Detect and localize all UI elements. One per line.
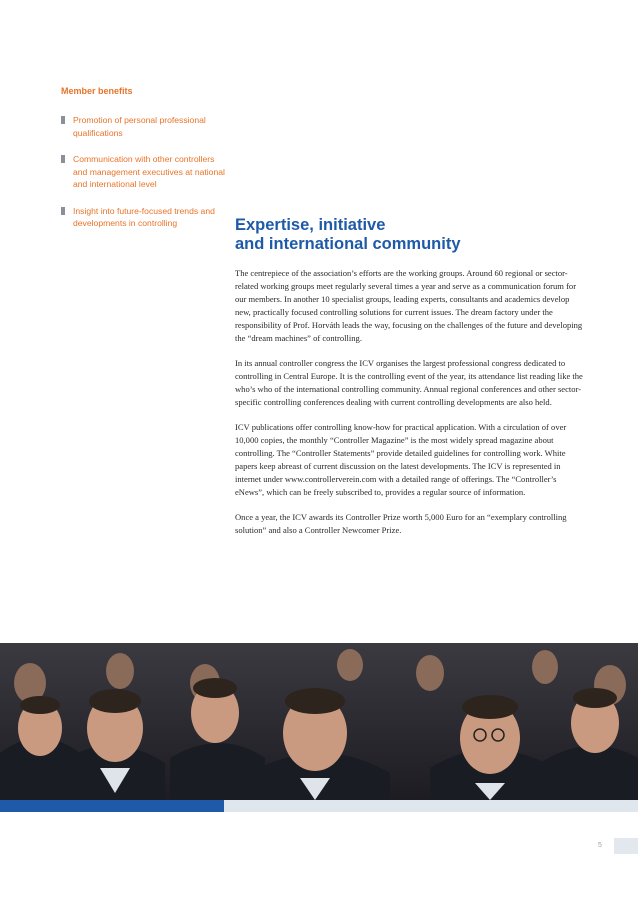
bullet-icon bbox=[61, 155, 65, 163]
page-number: 5 bbox=[598, 842, 602, 849]
blue-accent-band bbox=[0, 800, 224, 812]
article-paragraph: ICV publications offer controlling know-how for practical application. With a circulation of over 10,000 copies, the monthly “Controller Magazine” is the most widely spread magazine about controlling. The “Controller Statements” provide detailed guidelines for controlling work. White papers keep abreast of current discussion on the latest developments. The ICV is represented in internet under www.controllerverein.com with a detailed range of offerings. The “Controller’s eNews”, which can be freely subscribed to, provides a regular source of information. bbox=[235, 422, 567, 497]
page-tab bbox=[614, 838, 638, 854]
benefit-text: Communication with other controllers and management executives at national and international level bbox=[73, 154, 225, 189]
article-paragraph: In its annual controller congress the ICV organises the largest professional congress dedicated to controlling in Central Europe. It is the controlling event of the year, its attendance list reading like the who’s who of the international controlling community. Annual regional conferences and other sector-specific controlling conferences dealing with current controlling developments are also held. bbox=[235, 358, 583, 407]
headline-line-2: and international community bbox=[235, 235, 461, 253]
benefit-item bbox=[61, 114, 226, 139]
benefit-item bbox=[61, 153, 226, 191]
headline-line-1: Expertise, initiative bbox=[235, 216, 386, 234]
benefit-text: Insight into future-focused trends and developments in controlling bbox=[73, 205, 215, 228]
bullet-icon bbox=[61, 207, 65, 215]
article-paragraph: The centrepiece of the association’s efforts are the working groups. Around 60 regional or sector-related working groups meet regularly several times a year and serve as a communication forum for our members. In another 10 specialist groups, leading experts, consultants and academics develop new, practically focused controlling solutions for current issues. The dream factory under the responsibility of Prof. Horváth leads the way, focusing on the challenges of the future and developing the “dream machines” of controlling. bbox=[235, 268, 583, 343]
benefit-text: Promotion of personal professional qualifications bbox=[73, 115, 206, 138]
member-benefits-title: Member benefits bbox=[61, 86, 133, 96]
benefit-item bbox=[61, 205, 226, 230]
article-headline bbox=[235, 216, 585, 254]
bullet-icon bbox=[61, 116, 65, 124]
audience-photo bbox=[0, 643, 638, 800]
article-paragraph: Once a year, the ICV awards its Controller Prize worth 5,000 Euro for an “exemplary controlling solution” and also a Controller Newcomer Prize. bbox=[235, 512, 567, 535]
member-benefits-sidebar bbox=[61, 86, 226, 244]
light-accent-band bbox=[224, 800, 638, 812]
article bbox=[235, 216, 585, 549]
audience-photo-illustration bbox=[0, 643, 638, 800]
